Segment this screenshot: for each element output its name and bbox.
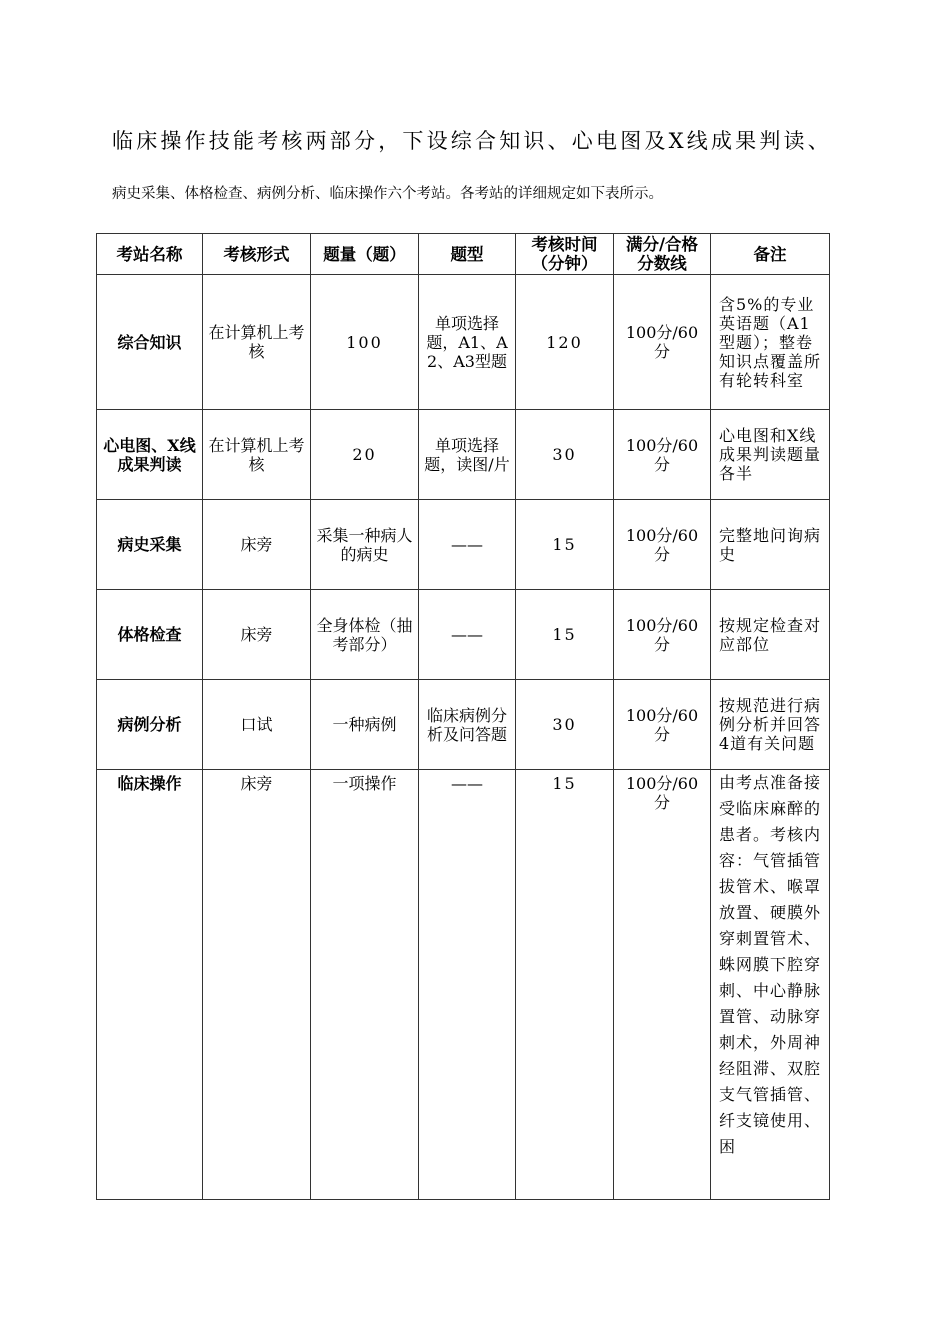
header-question-type: 题型 (419, 234, 516, 275)
question-type: —— (419, 770, 516, 1200)
table-row (97, 275, 830, 410)
header-station-name: 考站名称 (97, 234, 203, 275)
question-type: 单项选择题，A1、A2、A3型题 (419, 275, 516, 410)
exam-form: 床旁 (203, 590, 311, 680)
table-row (97, 680, 830, 770)
header-question-count: 题量（题） (311, 234, 419, 275)
exam-time: 15 (516, 770, 614, 1200)
station-name: 综合知识 (97, 275, 203, 410)
score: 100分/60分 (614, 410, 711, 500)
question-count: 100 (311, 275, 419, 410)
table-row (97, 770, 830, 1200)
exam-time: 30 (516, 680, 614, 770)
note: 按规定检查对应部位 (711, 590, 830, 680)
question-count: 一种病例 (311, 680, 419, 770)
header-exam-form: 考核形式 (203, 234, 311, 275)
score: 100分/60分 (614, 680, 711, 770)
exam-time: 15 (516, 590, 614, 680)
question-count: 一项操作 (311, 770, 419, 1200)
intro-line-1: 临床操作技能考核两部分，下设综合知识、心电图及X线成果判读、 (112, 129, 832, 153)
question-type: —— (419, 590, 516, 680)
score: 100分/60分 (614, 590, 711, 680)
table-row (97, 500, 830, 590)
header-exam-time: 考核时间（分钟） (516, 234, 614, 275)
exam-form: 在计算机上考核 (203, 410, 311, 500)
question-type: 单项选择题，读图/片 (419, 410, 516, 500)
exam-form: 在计算机上考核 (203, 275, 311, 410)
question-count: 采集一种病人的病史 (311, 500, 419, 590)
question-type: 临床病例分析及问答题 (419, 680, 516, 770)
exam-time: 120 (516, 275, 614, 410)
station-name: 病史采集 (97, 500, 203, 590)
question-count: 全身体检（抽考部分） (311, 590, 419, 680)
note: 完整地问询病史 (711, 500, 830, 590)
intro-line-2: 病史采集、体格检查、病例分析、临床操作六个考站。各考站的详细规定如下表所示。 (112, 186, 663, 202)
header-score: 满分/合格分数线 (614, 234, 711, 275)
exam-form: 口试 (203, 680, 311, 770)
exam-stations-table (96, 233, 830, 1200)
note: 心电图和X线成果判读题量各半 (711, 410, 830, 500)
table-header-row (97, 234, 830, 275)
exam-time: 30 (516, 410, 614, 500)
station-name: 病例分析 (97, 680, 203, 770)
question-count: 20 (311, 410, 419, 500)
note: 含5%的专业英语题（A1型题）；整卷知识点覆盖所有轮转科室 (711, 275, 830, 410)
question-type: —— (419, 500, 516, 590)
exam-form: 床旁 (203, 500, 311, 590)
station-name: 临床操作 (97, 770, 203, 1200)
note: 由考点准备接受临床麻醉的患者。考核内容：气管插管拔管术、喉罩放置、硬膜外穿刺置管术、蛛网膜下腔穿刺、中心静脉置管、动脉穿刺术，外周神经阻滞、双腔支气管插管、纤支镜使用、困 (711, 770, 830, 1200)
header-note: 备注 (711, 234, 830, 275)
score: 100分/60分 (614, 770, 711, 1200)
note: 按规范进行病例分析并回答4道有关问题 (711, 680, 830, 770)
exam-form: 床旁 (203, 770, 311, 1200)
exam-time: 15 (516, 500, 614, 590)
score: 100分/60分 (614, 500, 711, 590)
table-row (97, 590, 830, 680)
score: 100分/60分 (614, 275, 711, 410)
table-row (97, 410, 830, 500)
station-name: 心电图、X线成果判读 (97, 410, 203, 500)
station-name: 体格检查 (97, 590, 203, 680)
